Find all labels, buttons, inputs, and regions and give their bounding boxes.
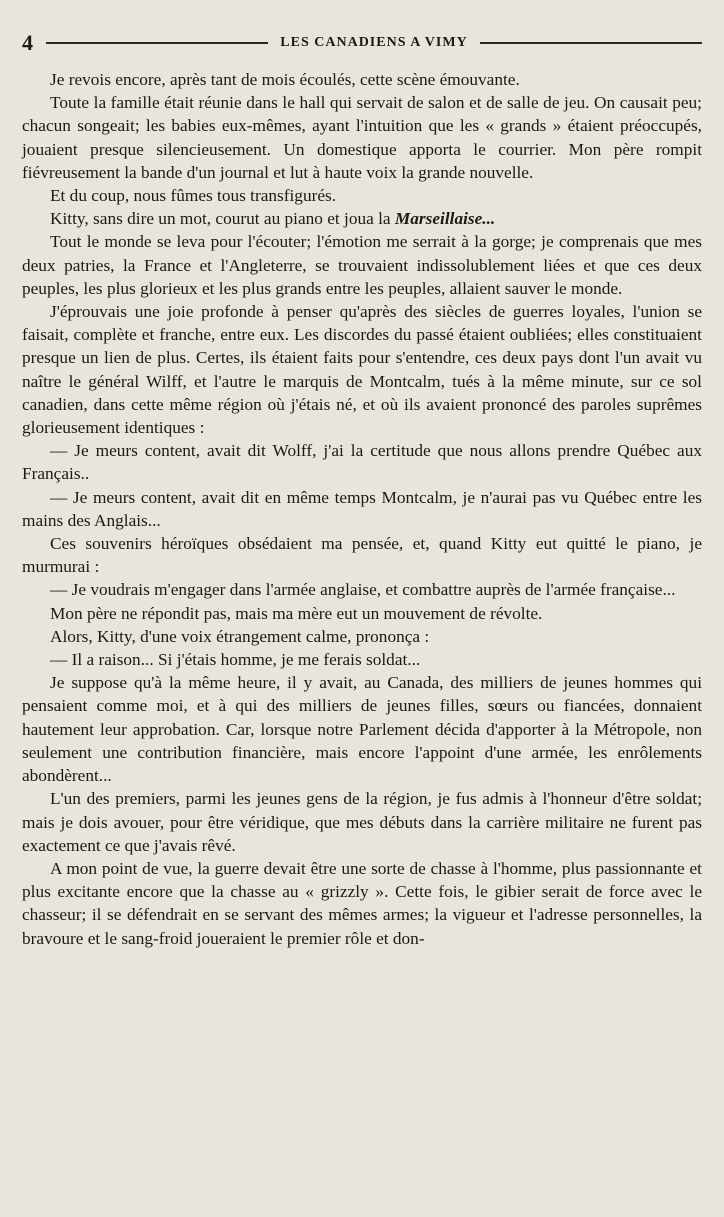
body-text [22,68,702,950]
paragraph: A mon point de vue, la guerre devait être une sorte de chasse à l'homme, plus passionnante et plus excitante encore que la chasse au « grizzly ». Cette fois, le gibier serait de force avec le chasseur; il se défendrait en se servant des mêmes armes; la vigueur et l'adresse personnelles, la bravoure et le sang-froid joueraient le premier rôle et don- [22,858,702,948]
paragraph: Je suppose qu'à la même heure, il y avait, au Canada, des milliers de jeunes hommes qui pensaient comme moi, et à qui des milliers de jeunes filles, sœurs ou fiancées, donnaient hautement leur approbation. Car, lorsque notre Parlement décida d'apporter à la Métropole, non seulement une contribution financière, mais encore l'appoint d'une armée, les enrôlements abondèrent... [22,673,702,786]
page-number: 4 [22,30,33,55]
paragraph: Et du coup, nous fûmes tous transfigurés. [50,186,337,206]
paragraph: J'éprouvais une joie profonde à penser qu'après des siècles de guerres loyales, l'union se faisait, complète et franche, entre eux. Les discordes du passé étaient oubliées; elles constituaient presque un lien de plus. Certes, ils étaient faits pour s'entendre, ces deux pays dont l'un avait vu naître le général Wilff, et l'autre le marquis de Montcalm, tués à la même minute, sur ce sol canadien, dans cette même région où j'étais né, et où ils avaient prononcé des paroles suprêmes glorieusement identiques : [22,302,702,438]
paragraph: Toute la famille était réunie dans le hall qui servait de salon et de salle de jeu. On causait peu; chacun songeait; les babies eux-mêmes, ayant l'intuition que les « grands » étaient préoccupés, jouaient presque silencieusement. Un domestique apporta le courrier. Mon père rompit fiévreusement la bande d'un journal et lut à haute voix la grande nouvelle. [22,93,702,182]
paragraph-text: Kitty, sans dire un mot, courut au piano et joua la [50,209,391,229]
book-page [22,26,702,1206]
running-header [22,26,702,60]
dialogue-line: — Il a raison... Si j'étais homme, je me ferais soldat... [50,650,421,670]
dialogue-line: — Je voudrais m'engager dans l'armée anglaise, et combattre auprès de l'armée française... [50,580,676,600]
dialogue-line: — Je meurs content, avait dit Wolff, j'ai la certitude que nous allons prendre Québec aux Français.. [22,441,702,484]
header-rule-right [480,42,702,44]
dialogue-line: — Je meurs content, avait dit en même temps Montcalm, je n'aurai pas vu Québec entre les mains des Anglais... [22,487,702,530]
paragraph: Tout le monde se leva pour l'écouter; l'émotion me serrait à la gorge; je comprenais que mes deux patries, la France et l'Angleterre, se trouvaient indissolublement liées et que ces deux peuples, les plus glorieux et les plus grands entre les peuples, allaient sauver le monde. [22,232,702,298]
paragraph: Ces souvenirs héroïques obsédaient ma pensée, et, quand Kitty eut quitté le piano, je murmurai : [22,534,702,577]
paragraph: L'un des premiers, parmi les jeunes gens de la région, je fus admis à l'honneur d'être soldat; mais je dois avouer, pour être véridique, que mes débuts dans la carrière militaire ne furent pas exactement ce que j'avais rêvé. [22,789,702,855]
header-rule-left [46,42,268,44]
running-title: LES CANADIENS A VIMY [280,35,468,50]
italic-title: Marseillaise... [394,209,496,229]
paragraph: Mon père ne répondit pas, mais ma mère eut un mouvement de révolte. [50,603,543,623]
paragraph-with-title [22,207,702,230]
paragraph: Je revois encore, après tant de mois écoulés, cette scène émouvante. [50,70,520,89]
paragraph: Alors, Kitty, d'une voix étrangement calme, prononça : [50,626,430,646]
